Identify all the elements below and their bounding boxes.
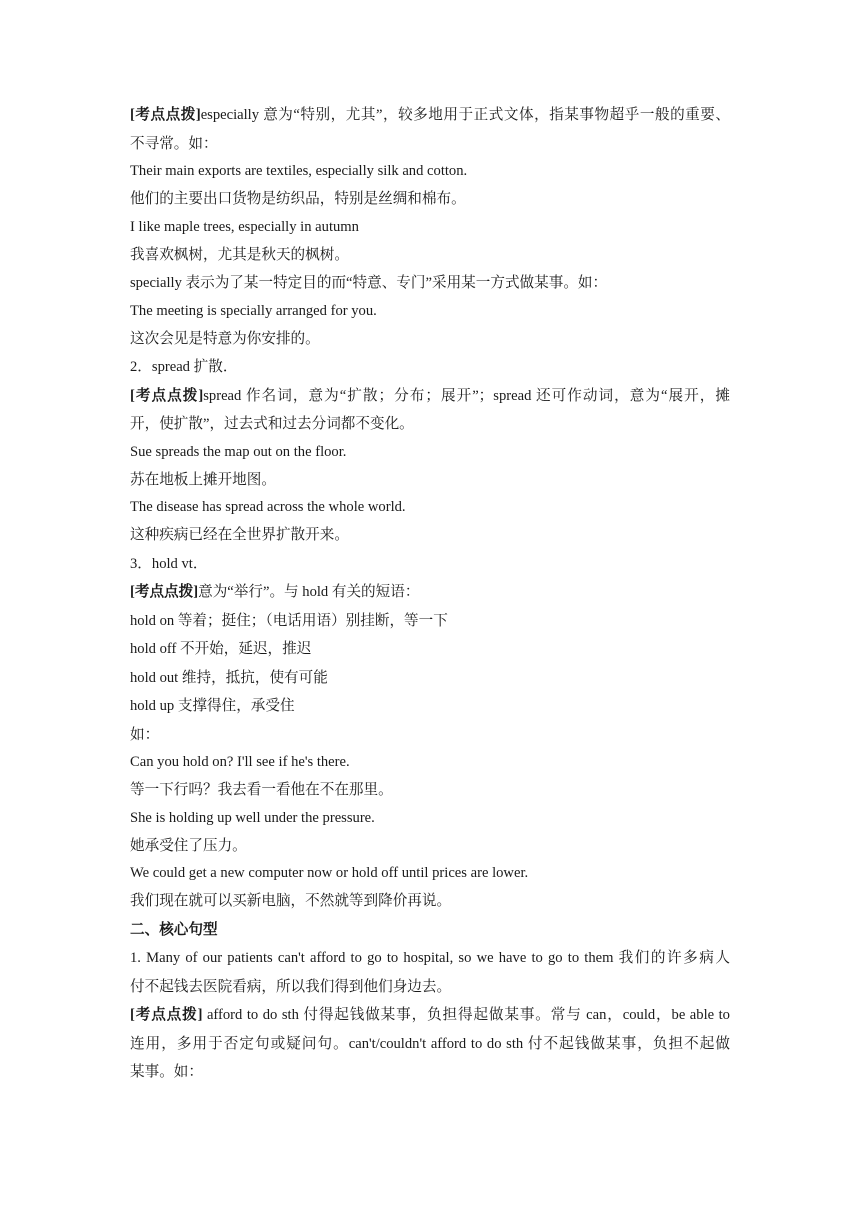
text-line [130, 1030, 730, 1059]
text-line [130, 973, 730, 1002]
tip-tag: [考点点拨] [130, 1007, 203, 1023]
line-text: 连用，多用于否定句或疑问句。can't/couldn't afford to do sth 付不起钱做某事，负担不起做 [130, 1035, 730, 1052]
line-text: 如： [130, 726, 160, 743]
line-text: Sue spreads the map out on the floor. [130, 443, 347, 460]
text-line [130, 776, 730, 805]
text-line [130, 721, 730, 750]
line-text: 付不起钱去医院看病，所以我们得到他们身边去。 [130, 978, 452, 995]
text-line [130, 410, 730, 439]
text-line [130, 887, 730, 916]
line-text: specially 表示为了某一特定目的而“特意、专门”采用某一方式做某事。如： [130, 275, 608, 291]
text-line [130, 158, 730, 185]
tip-tag: [考点点拨] [130, 107, 201, 123]
line-text: 二、核心句型 [130, 921, 218, 938]
text-line [130, 521, 730, 550]
tip-tag: [考点点拨] [130, 387, 204, 404]
line-text: 这次会见是特意为你安排的。 [130, 330, 320, 347]
text-line [130, 944, 730, 973]
tip-tag: [考点点拨] [130, 584, 199, 600]
line-text: 开，使扩散”，过去式和过去分词都不变化。 [130, 416, 414, 432]
line-text: 不寻常。如： [130, 135, 218, 152]
line-text: hold on 等着；挺住；（电话用语）别挂断，等一下 [130, 612, 448, 629]
text-line [130, 805, 730, 832]
text-line [130, 1001, 730, 1030]
text-line [130, 749, 730, 776]
line-text: hold out 维持，抵抗，使有可能 [130, 669, 328, 686]
text-line [130, 382, 730, 411]
line-text: Their main exports are textiles, especially silk and cotton. [130, 163, 468, 179]
line-text: We could get a new computer now or hold off until prices are lower. [130, 865, 529, 881]
line-text: 我们现在就可以买新电脑，不然就等到降价再说。 [130, 893, 452, 909]
text-line [130, 439, 730, 466]
line-text: especially 意为“特别，尤其”，较多地用于正式文体，指某事物超乎一般的重要、 [200, 107, 730, 123]
line-text: 他们的主要出口货物是纺织品，特别是丝绸和棉布。 [130, 191, 466, 207]
text-line [130, 607, 730, 636]
text-line [130, 692, 730, 721]
text-line [130, 185, 730, 214]
line-text: spread 作名词，意为“扩散；分布；展开”；spread 还可作动词，意为“展开，摊 [203, 387, 730, 404]
section-heading [130, 916, 730, 945]
line-text: I like maple trees, especially in autumn [130, 218, 359, 235]
text-line [130, 101, 730, 130]
text-line [130, 635, 730, 664]
document-body [130, 101, 730, 1087]
line-text: The meeting is specially arranged for you. [130, 302, 377, 319]
text-line [130, 664, 730, 693]
line-text: 3．hold vt． [130, 555, 208, 572]
text-line [130, 130, 730, 159]
line-text: She is holding up well under the pressure. [130, 809, 375, 826]
line-text: Can you hold on? I'll see if he's there. [130, 754, 350, 770]
line-text: 这种疾病已经在全世界扩散开来。 [130, 527, 349, 543]
line-text: 她承受住了压力。 [130, 837, 247, 854]
text-line [130, 241, 730, 270]
line-text: 等一下行吗？我去看一看他在不在那里。 [130, 782, 393, 798]
text-line [130, 578, 730, 607]
text-line [130, 298, 730, 325]
line-text: afford to do sth 付得起钱做某事，负担得起做某事。常与 can，could，be able to [202, 1007, 730, 1023]
line-text: 2．spread 扩散． [130, 359, 238, 375]
line-text: 某事。如： [130, 1064, 203, 1080]
line-text: hold up 支撑得住，承受住 [130, 698, 295, 714]
text-line [130, 494, 730, 521]
line-text: 苏在地板上摊开地图。 [130, 471, 276, 488]
text-line [130, 214, 730, 241]
line-text: The disease has spread across the whole world. [130, 499, 406, 515]
text-line [130, 832, 730, 861]
text-line [130, 466, 730, 495]
line-text: hold off 不开始，延迟，推迟 [130, 641, 312, 657]
text-line [130, 550, 730, 579]
line-text: 我喜欢枫树，尤其是秋天的枫树。 [130, 246, 349, 263]
text-line [130, 269, 730, 298]
line-text: 意为“举行”。与 hold 有关的短语： [198, 584, 420, 600]
text-line [130, 1058, 730, 1087]
text-line [130, 353, 730, 382]
text-line [130, 860, 730, 887]
text-line [130, 325, 730, 354]
line-text: 1. Many of our patients can't afford to go to hospital, so we have to go to them 我们的许多病人 [130, 950, 730, 966]
